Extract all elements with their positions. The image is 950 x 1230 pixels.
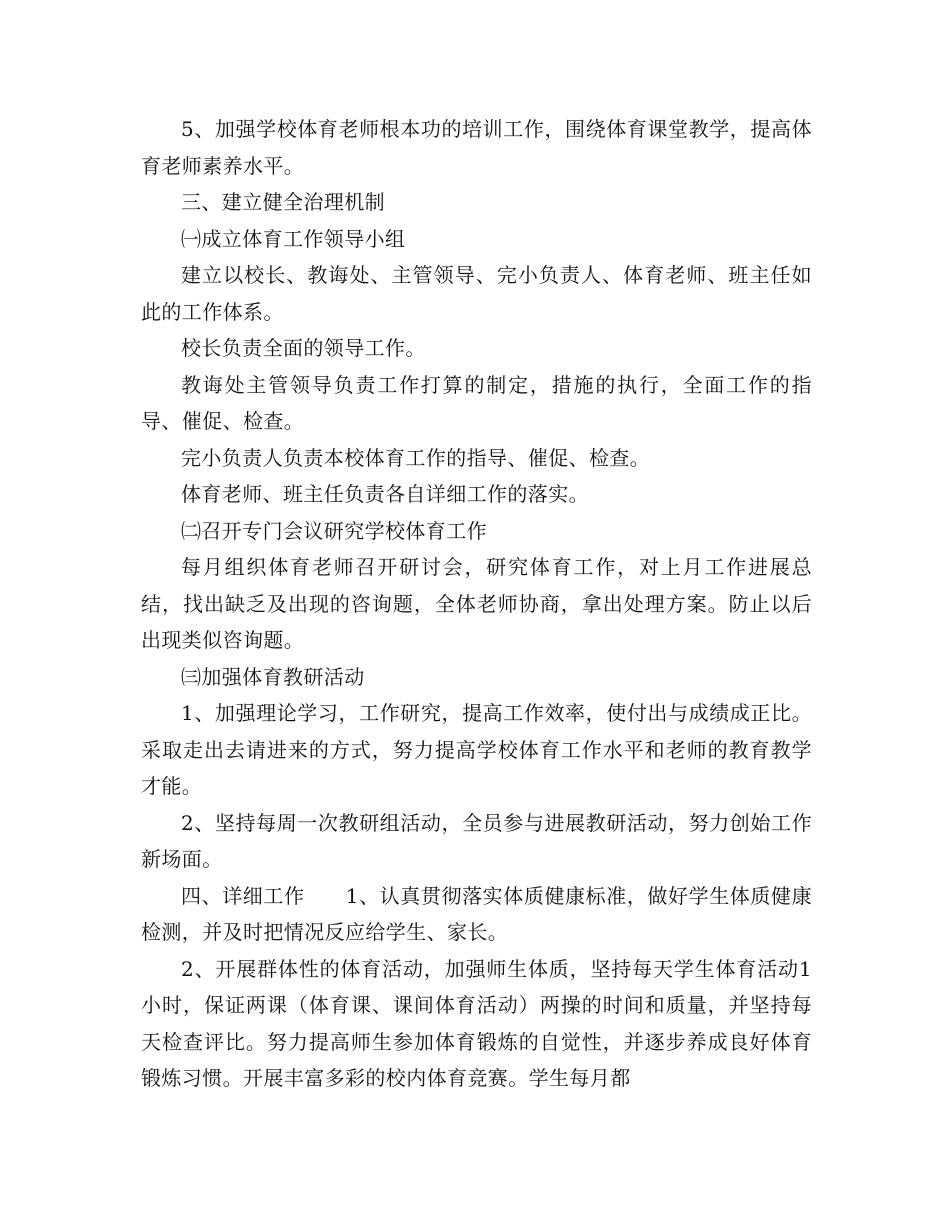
- paragraph: 2、坚持每周一次教研组活动，全员参与进展教研活动，努力创始工作新场面。: [141, 810, 812, 871]
- paragraph: 2、开展群体性的体育活动，加强师生体质，坚持每天学生体育活动1小时，保证两课（体育课、课间体育活动）两操的时间和质量，并坚持每天检查评比。努力提高师生参加体育锻炼的自觉性，并逐步养成良好体育锻炼习惯。开展丰富多彩的校内体育竞赛。学生每月都: [141, 956, 812, 1090]
- paragraph: 完小负责人负责本校体育工作的指导、催促、检查。: [181, 445, 651, 470]
- paragraph: 体育老师、班主任负责各自详细工作的落实。: [181, 482, 589, 506]
- paragraph: 每月组织体育老师召开研讨会，研究体育工作，对上月工作进展总结，找出缺乏及出现的咨询题，全体老师协商，拿出处理方案。防止以后出现类似咨询题。: [141, 555, 812, 652]
- paragraph: 建立以校长、教诲处、主管领导、完小负责人、体育老师、班主任如此的工作体系。: [141, 263, 812, 324]
- paragraph: 校长负责全面的领导工作。: [181, 336, 426, 360]
- paragraph: 5、加强学校体育老师根本功的培训工作，围绕体育课堂教学，提高体育老师素养水平。: [141, 117, 812, 178]
- subsection-heading: ㈠成立体育工作领导小组: [181, 226, 406, 251]
- paragraph: 1、加强理论学习，工作研究，提高工作效率，使付出与成绩成正比。采取走出去请进来的方式，努力提高学校体育工作水平和老师的教育教学才能。: [141, 701, 812, 798]
- section-heading-with-item: 四、详细工作 1、认真贯彻落实体质健康标准，做好学生体质健康检测，并及时把情况反应给学生、家长。: [141, 883, 812, 944]
- section-heading: 三、建立健全治理机制: [181, 190, 385, 214]
- paragraph: 教诲处主管领导负责工作打算的制定，措施的执行，全面工作的指导、催促、检查。: [141, 372, 812, 433]
- subsection-heading: ㈡召开专门会议研究学校体育工作: [181, 518, 487, 543]
- subsection-heading: ㈢加强体育教研活动: [181, 664, 365, 689]
